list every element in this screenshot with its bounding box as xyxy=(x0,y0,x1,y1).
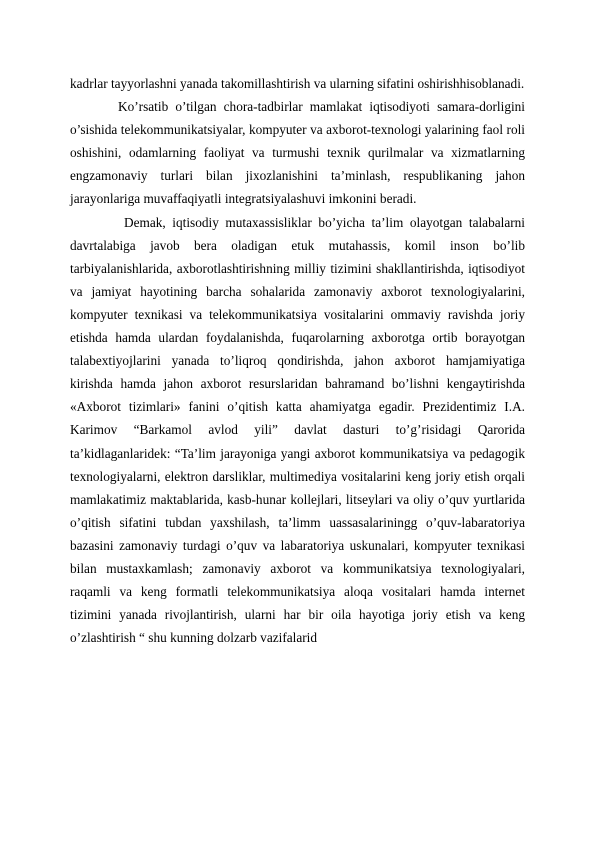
body-text xyxy=(70,72,525,649)
paragraph-education: Demak, iqtisodiy mutaxassisliklar bo’yicha ta’lim olayotgan talabalarni davrtalabiga javob bera oladigan etuk mutahassis, komil inson bo’lib tarbiyalanishlarida, axborotlashtirishning milliy tizimini shakllantirishda, iqtisodiyot va jamiyat hayotining barcha sohalarida zamonaviy axborot texnologiyalarini, kompyuter texnikasi va telekommunikatsiya vositalarini ommaviy ravishda joriy etishda hamda ulardan foydalanishda, fuqarolarning axborotga ortib borayotgan talabextiyojlarini yanada to’liqroq qondirishda, jahon axborot hamjamiyatiga kirishda hamda jahon axborot resurslaridan bahramand bo’lishni kengaytirishda «Axborot tizimlari» fanini o’qitish katta ahamiyatga egadir. Prezidentimiz I.A. Karimov “Barkamol avlod yili” davlat dasturi to’g’risidagi Qarorida ta’kidlaganlaridek: “Ta’lim jarayoniga yangi axborot kommunikatsiya va pedagogik texnologiyalarni, elektron darsliklar, multimediya vositalarini keng joriy etish orqali mamlakatimiz maktablarida, kasb-hunar kollejlari, litseylari va oliy o’quv yurtlarida o’qitish sifatini tubdan yaxshilash, ta’limm uassasalariningg o’quv-labaratoriya bazasini zamonaviy turdagi o’quv va labaratoriya uskunalari, kompyuter texnikasi bilan mustaxkamlash; zamonaviy axborot va kommunikatsiya texnologiyalari, raqamli va keng formatli telekommunikatsiya aloqa vositalari hamda internet tizimini yanada rivojlantirish, ularni har bir oila hayotiga joriy etish va keng o’zlashtirish “ shu kunning dolzarb vazifalarid xyxy=(70,214,525,646)
paragraph-continuation: kadrlar tayyorlashni yanada takomillashtirish va ularning sifatini oshirishhisoblanadi. xyxy=(70,76,525,91)
paragraph-measures: Ko’rsatib o’tilgan chora-tadbirlar mamlakat iqtisodiyoti samara-dorligini o’sishida telekommunikatsiyalar, kompyuter va axborot-texnologi yalarining faol roli oshishini, odamlarning faoliyat va turmushi texnik qurilmalar va xizmatlarning engzamonaviy turlari bilan jixozlanishini ta’minlash, respublikaning jahon jarayonlariga muvaffaqiyatli integratsiyalashuvi imkonini beradi. xyxy=(70,99,525,207)
